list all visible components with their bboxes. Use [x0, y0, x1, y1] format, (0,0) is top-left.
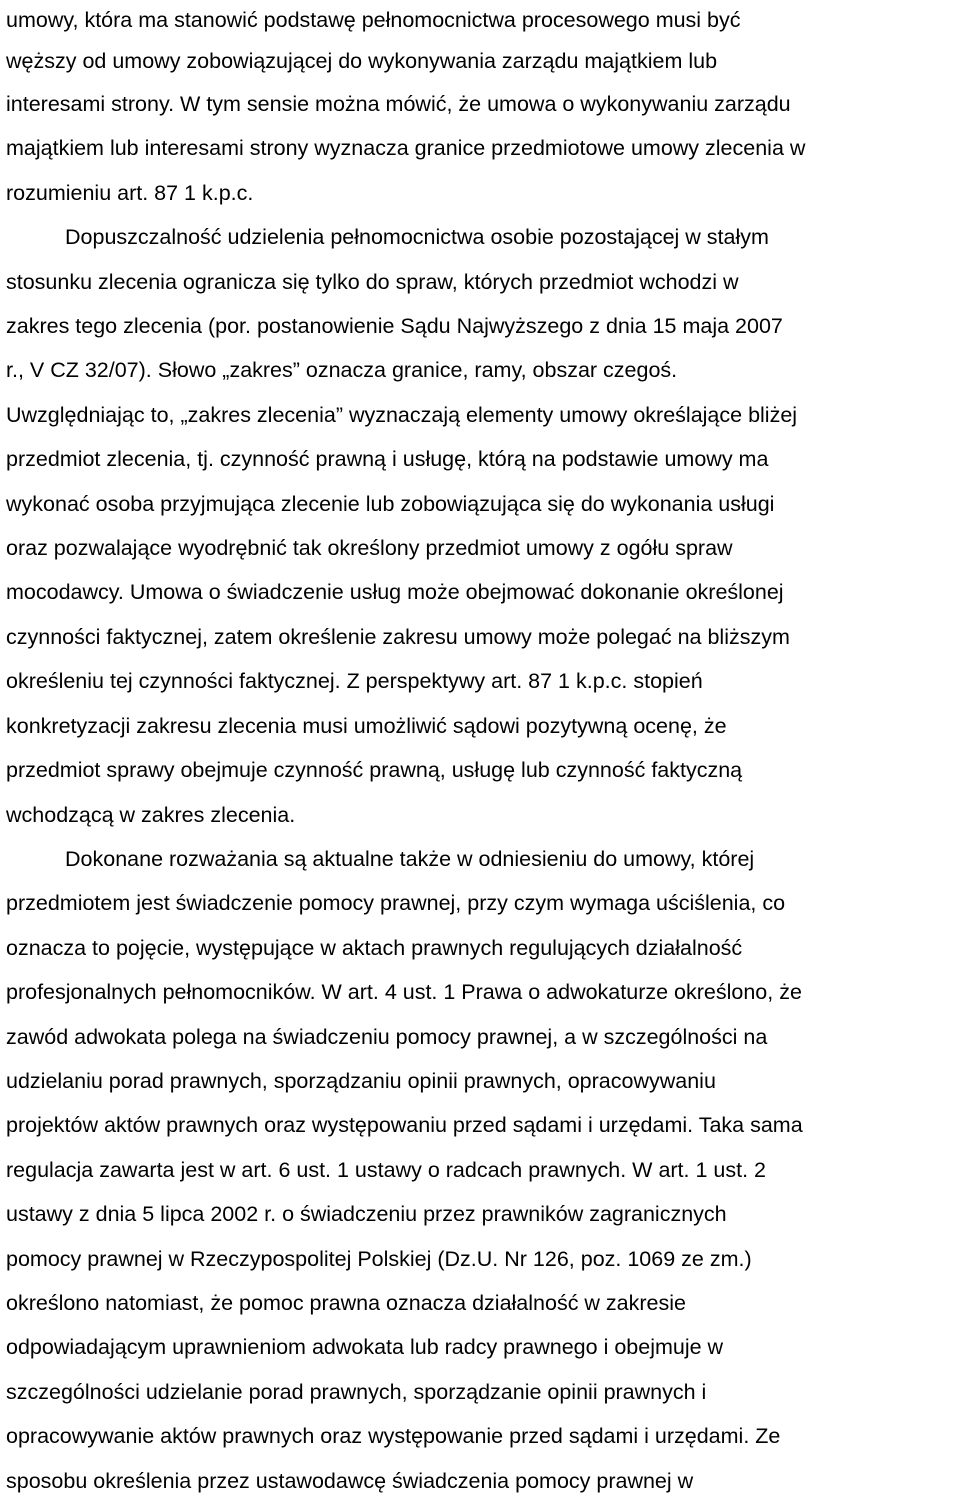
text-line: stosunku zlecenia ogranicza się tylko do spraw, których przedmiot wchodzi w	[6, 269, 739, 294]
text-line: udzielaniu porad prawnych, sporządzaniu opinii prawnych, opracowywaniu	[6, 1068, 716, 1093]
text-line: czynności faktycznej, zatem określenie zakresu umowy może polegać na bliższym	[6, 624, 790, 649]
text-line: szczególności udzielanie porad prawnych, sporządzanie opinii prawnych i	[6, 1379, 707, 1404]
text-line: wchodzącą w zakres zlecenia.	[6, 802, 296, 827]
text-line: umowy, która ma stanowić podstawę pełnomocnictwa procesowego musi być	[6, 8, 741, 32]
text-line: określeniu tej czynności faktycznej. Z perspektywy art. 87 1 k.p.c. stopień	[6, 669, 703, 694]
text-line: interesami strony. W tym sensie można mówić, że umowa o wykonywaniu zarządu	[6, 92, 791, 116]
text-line: Dopuszczalność udzielenia pełnomocnictwa osobie pozostającej w stałym	[65, 225, 769, 250]
document-page	[6, 0, 956, 1503]
text-line: r., V CZ 32/07). Słowo „zakres” oznacza granice, ramy, obszar czegoś.	[6, 358, 678, 383]
text-line: mocodawcy. Umowa o świadczenie usług może obejmować dokonanie określonej	[6, 580, 784, 605]
text-line: majątkiem lub interesami strony wyznacza granice przedmiotowe umowy zlecenia w	[6, 136, 806, 161]
text-line: odpowiadającym uprawnieniom adwokata lub radcy prawnego i obejmuje w	[6, 1335, 724, 1360]
text-line: sposobu określenia przez ustawodawcę świadczenia pomocy prawnej w	[6, 1468, 694, 1493]
paragraph-3	[6, 837, 956, 1503]
text-line: projektów aktów prawnych oraz występowaniu przed sądami i urzędami. Taka sama	[6, 1113, 803, 1138]
text-line: profesjonalnych pełnomocników. W art. 4 ust. 1 Prawa o adwokaturze określono, że	[6, 980, 802, 1005]
text-line: przedmiot zlecenia, tj. czynność prawną i usługę, którą na podstawie umowy ma	[6, 447, 769, 472]
text-line: Dokonane rozważania są aktualne także w odniesieniu do umowy, której	[65, 846, 755, 871]
paragraph-2	[6, 215, 956, 837]
text-line: konkretyzacji zakresu zlecenia musi umożliwić sądowi pozytywną ocenę, że	[6, 713, 727, 738]
text-line: Uwzględniając to, „zakres zlecenia” wyznaczają elementy umowy określające bliżej	[6, 402, 798, 427]
text-line: opracowywanie aktów prawnych oraz występowanie przed sądami i urzędami. Ze	[6, 1424, 781, 1449]
text-line: regulacja zawarta jest w art. 6 ust. 1 ustawy o radcach prawnych. W art. 1 ust. 2	[6, 1157, 766, 1182]
text-line: oznacza to pojęcie, występujące w aktach prawnych regulujących działalność	[6, 935, 743, 960]
text-line: węższy od umowy zobowiązującej do wykonywania zarządu majątkiem lub	[6, 49, 718, 73]
text-line: określono natomiast, że pomoc prawna oznacza działalność w zakresie	[6, 1290, 686, 1315]
text-line: oraz pozwalające wyodrębnić tak określony przedmiot umowy z ogółu spraw	[6, 536, 733, 561]
paragraph-1	[6, 0, 956, 215]
text-line: rozumieniu art. 87 1 k.p.c.	[6, 180, 254, 205]
text-line: pomocy prawnej w Rzeczypospolitej Polskiej (Dz.U. Nr 126, poz. 1069 ze zm.)	[6, 1246, 752, 1271]
text-line: przedmiot sprawy obejmuje czynność prawną, usługę lub czynność faktyczną	[6, 758, 743, 783]
text-line: przedmiotem jest świadczenie pomocy prawnej, przy czym wymaga uściślenia, co	[6, 891, 786, 916]
text-line: zakres tego zlecenia (por. postanowienie Sądu Najwyższego z dnia 15 maja 2007	[6, 314, 783, 339]
text-line: zawód adwokata polega na świadczeniu pomocy prawnej, a w szczególności na	[6, 1024, 768, 1049]
text-line: ustawy z dnia 5 lipca 2002 r. o świadczeniu przez prawników zagranicznych	[6, 1202, 727, 1227]
text-line: wykonać osoba przyjmująca zlecenie lub zobowiązująca się do wykonania usługi	[6, 491, 775, 516]
